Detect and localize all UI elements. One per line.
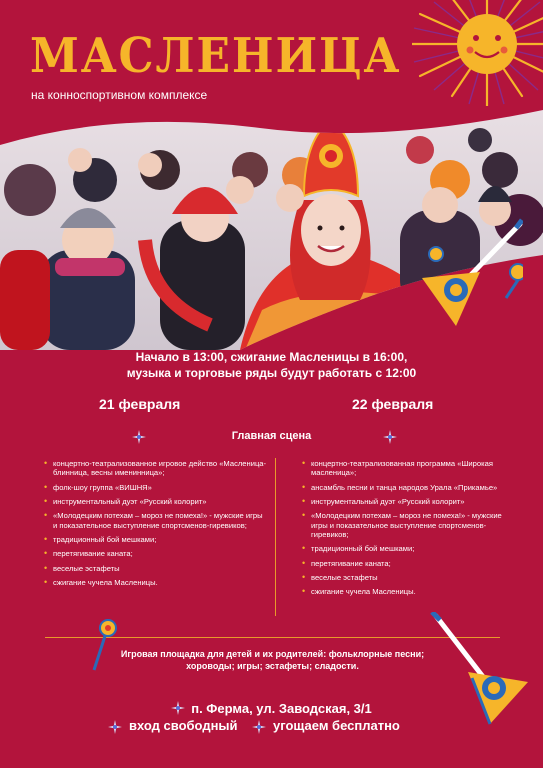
program-item: • перетягивание каната; xyxy=(300,559,510,568)
program-item: • традиционный бой мешками; xyxy=(42,535,267,544)
main-stage-title: Главная сцена xyxy=(231,430,312,442)
program-day-1-list xyxy=(42,459,267,593)
program-day-2-list xyxy=(300,459,510,602)
poster-title: МАСЛЕНИЦА xyxy=(30,28,402,84)
program-item: • веселые эстафеты xyxy=(300,573,510,582)
balalaika-icon xyxy=(418,218,523,328)
schedule-times xyxy=(0,349,543,381)
program-item: • сжигание чучела Масленицы. xyxy=(42,578,267,587)
program-item: • перетягивание каната; xyxy=(42,549,267,558)
schedule-line-1: Начало в 13:00, сжигание Масленицы в 16:00, xyxy=(135,350,408,364)
program-item: • концертно-театрализованная программа «Широкая масленица»; xyxy=(300,459,510,477)
free-entry-text: вход свободный xyxy=(129,718,238,733)
program-item: • фолк-шоу группа «ВИШНЯ» xyxy=(42,483,267,492)
program-item: • «Молодецким потехам – мороз не помеха!» - мужские игры и показательное выступление спортсменов-гиревиков; xyxy=(42,511,267,529)
program-item: • традиционный бой мешками; xyxy=(300,544,510,553)
sun-icon xyxy=(412,0,543,106)
address-line xyxy=(0,701,543,716)
schedule-line-2: музыка и торговые ряды будут работать с 12:00 xyxy=(126,366,417,380)
entry-line xyxy=(0,718,543,738)
program-item: • сжигание чучела Масленицы. xyxy=(300,587,510,596)
program-item: • ансамбль песни и танца народов Урала «Прикамье» xyxy=(300,483,510,492)
poster-subtitle: на конноспортивном комплексе xyxy=(31,88,208,102)
star-ornament-icon xyxy=(383,430,397,444)
star-ornament-icon xyxy=(108,720,122,734)
day-1-heading: 21 февраля xyxy=(99,396,181,412)
address-text: п. Ферма, ул. Заводская, 3/1 xyxy=(191,701,372,716)
free-treats-text: угощаем бесплатно xyxy=(273,718,400,733)
program-item: • «Молодецким потехам – мороз не помеха!» - мужские игры и показательное выступление спортсменов-гиревиков; xyxy=(300,511,510,539)
program-item: • инструментальный дуэт «Русский колорит» xyxy=(42,497,267,506)
day-2-heading: 22 февраля xyxy=(352,396,434,412)
main-stage-row xyxy=(0,428,543,448)
kids-area-info: Игровая площадка для детей и их родителей: фольклорные песни; хороводы; игры; эстафеты; сладости. xyxy=(120,649,425,671)
program-item: • инструментальный дуэт «Русский колорит» xyxy=(300,497,510,506)
program-item: • веселые эстафеты xyxy=(42,564,267,573)
star-ornament-icon xyxy=(252,720,266,734)
column-divider xyxy=(275,458,276,616)
star-ornament-icon xyxy=(171,701,185,715)
program-item: • концертно-театрализованное игровое действо «Масленица-блинница, весны именинница»; xyxy=(42,459,267,477)
